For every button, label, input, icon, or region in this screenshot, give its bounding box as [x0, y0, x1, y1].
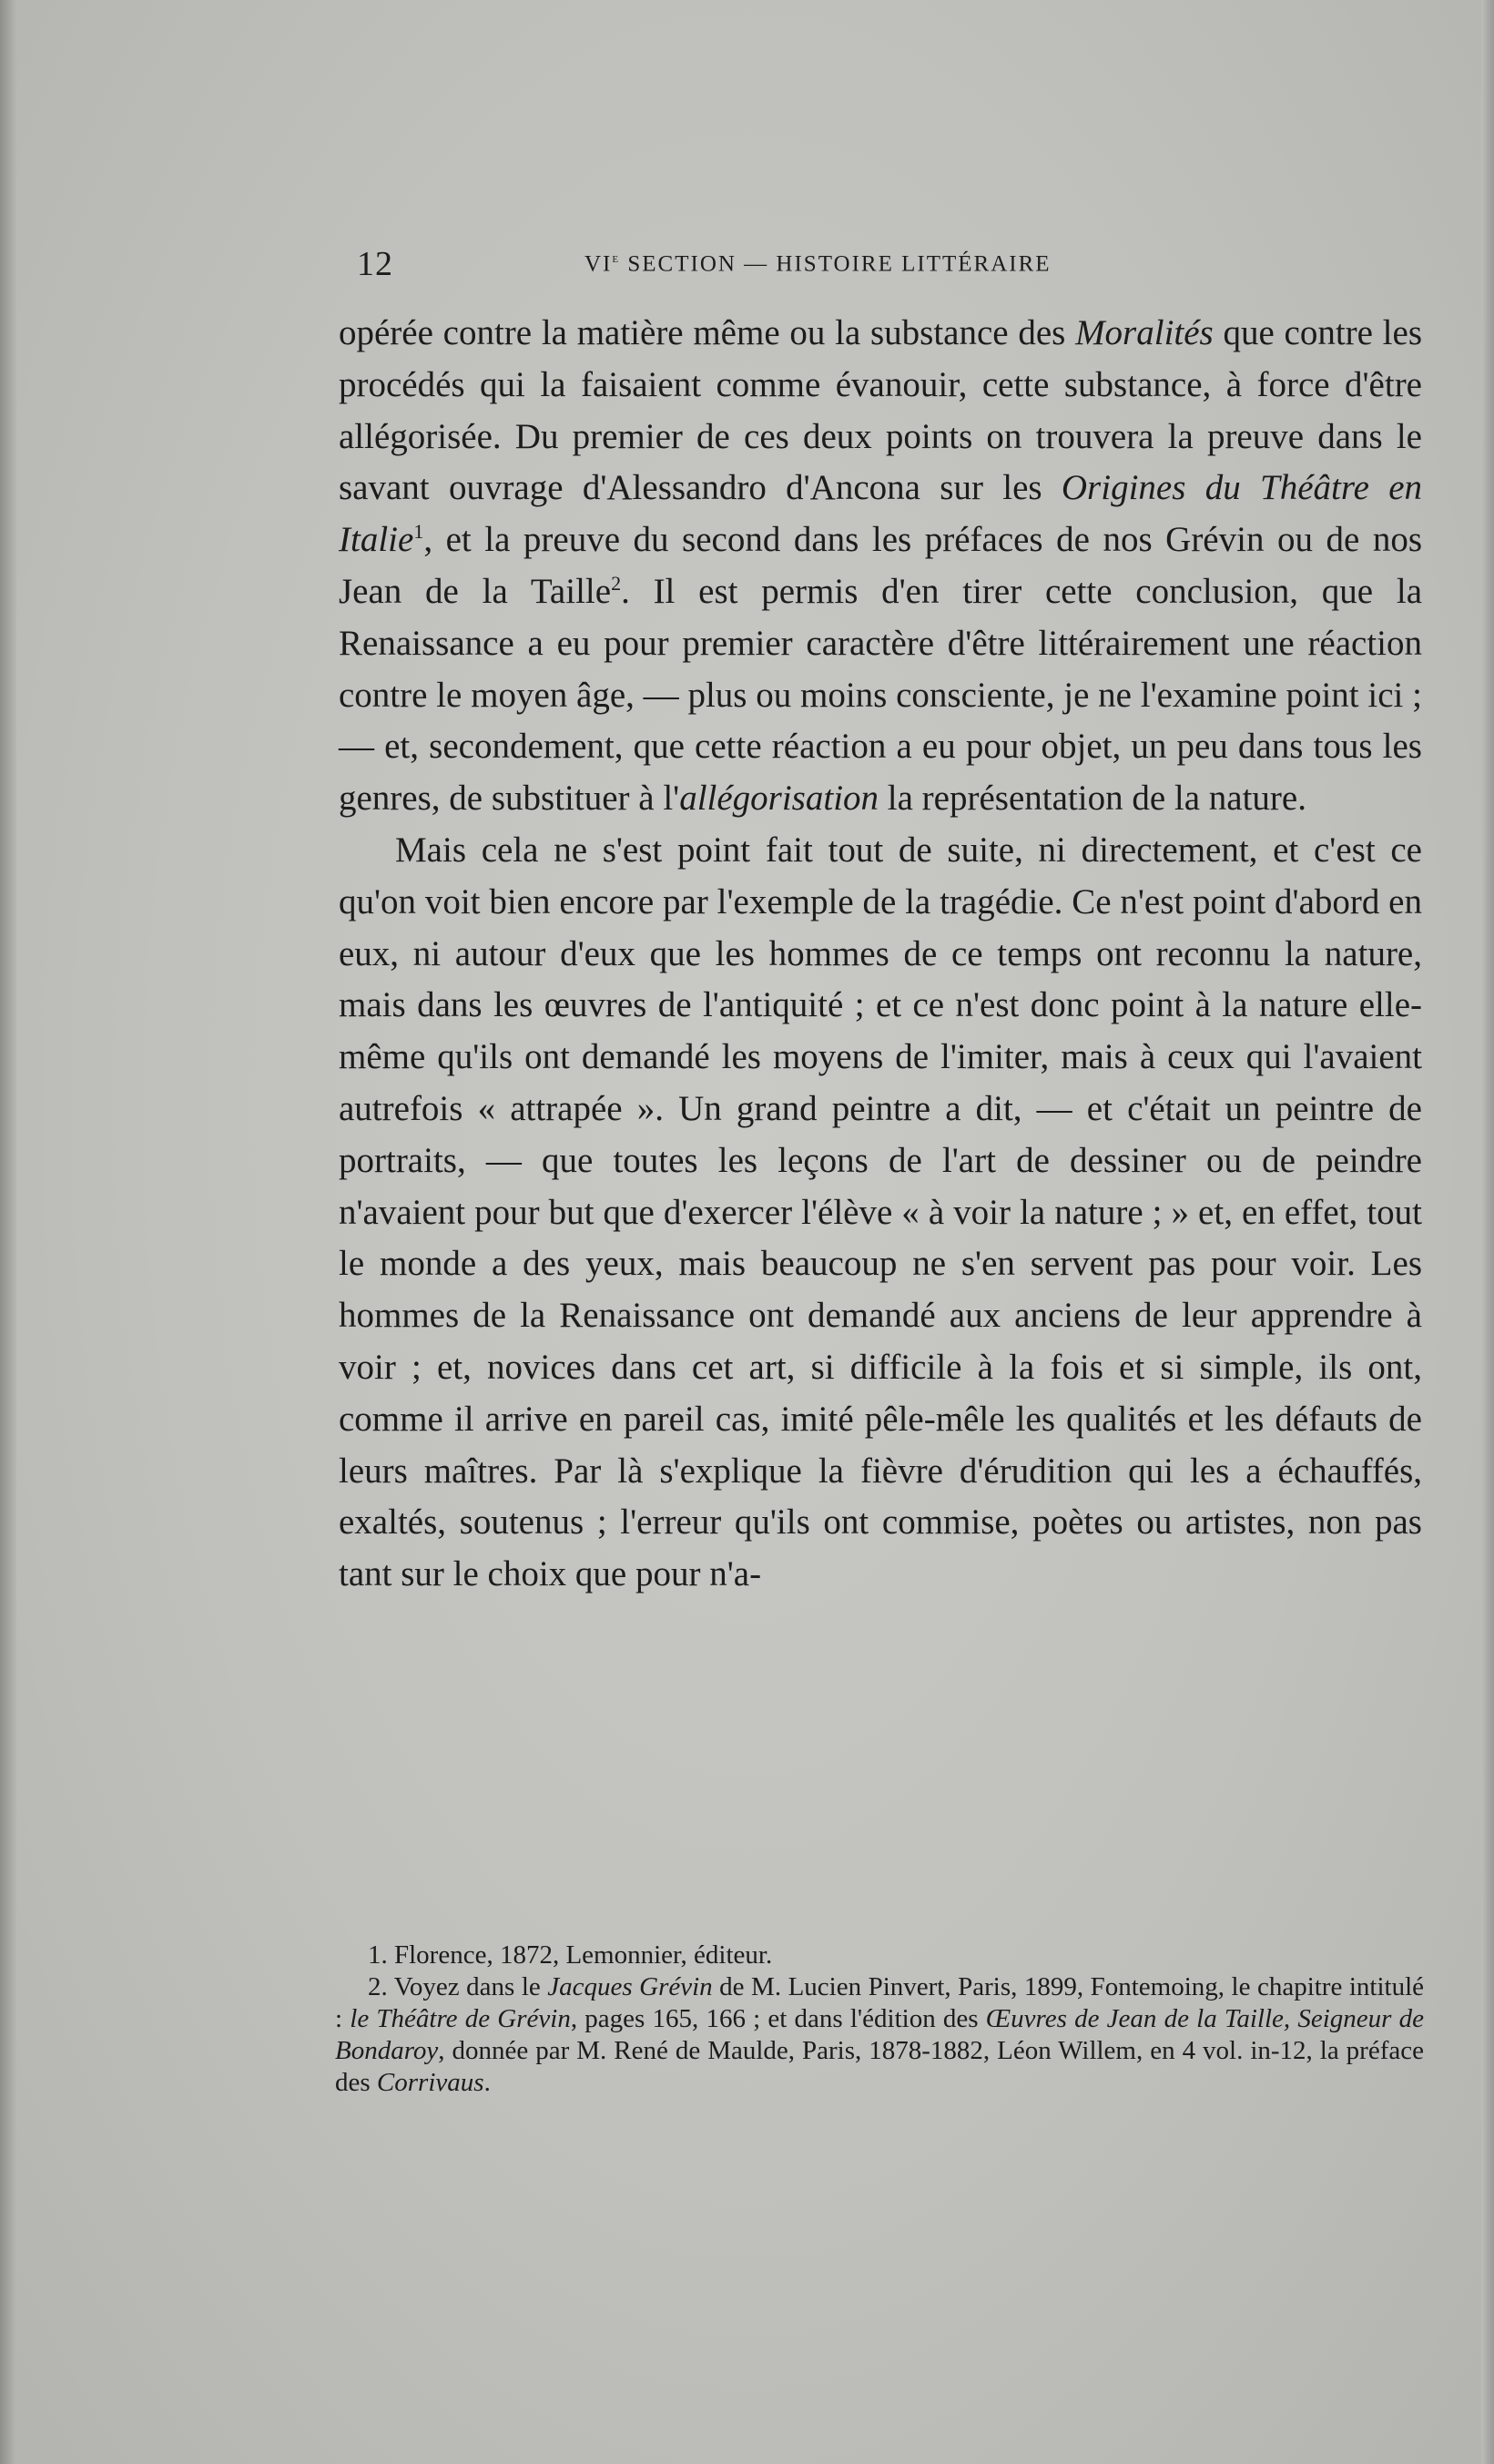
fn2-italic-jacques-grevin: Jacques Grévin [547, 1972, 713, 2001]
p1-text-1: opérée contre la matière même ou la substance des [339, 313, 1076, 352]
fn2-italic-oeuvres: Œuvres de Jean de la Taille, Seigneur de Bondaroy [335, 2004, 1425, 2065]
section-title [584, 251, 1052, 277]
paragraph-2: Mais cela ne s'est point fait tout de suite, ni directement, et c'est ce qu'on voit bien encore par l'exemple de la tragédie. Ce n'est point d'abord en eux, ni autour d'eux que les hommes de ce temps ont reconnu la nature, mais dans les œuvres de l'antiquité ; et ce n'est donc point à la nature elle-même qu'ils ont demandé les moyens de l'imiter, mais à ceux qui l'avaient autrefois « attrapée ». Un grand peintre a dit, — et c'était un peintre de portraits, — que toutes les leçons de l'art de dessiner ou de peindre n'avaient pour but que d'exercer l'élève « à voir la nature ; » et, en effet, tout le monde a des yeux, mais beaucoup ne s'en servent pas pour voir. Les hommes de la Renaissance ont demandé aux anciens de leur apprendre à voir ; et, novices dans cet art, si difficile à la fois et si simple, ils ont, comme il arrive en pareil cas, imité pêle-mêle les qualités et les défauts de leurs maîtres. Par là s'explique la fièvre d'érudition qui les a échauffés, exaltés, soutenus ; l'erreur qu'ils ont commise, poètes ou artistes, non pas tant sur le choix que pour n'a- [339, 830, 1422, 1594]
fn2-italic-corrivaus: Corrivaus [376, 2068, 484, 2097]
footnote-ref-1: 1 [413, 520, 424, 544]
page-right-edge [1481, 0, 1494, 2464]
p1-text-2: que contre les procédés qui la faisaient comme évanouir, cette substance, à force d'être allégorisée. Du premier de ces deux points on trouvera la preuve dans le savant ouvrage d'Alessandro d'Ancona sur les [339, 313, 1423, 508]
page-left-edge [0, 0, 16, 2464]
running-head [357, 244, 1431, 290]
footnotes [335, 1940, 1424, 2099]
page-number: 12 [357, 245, 393, 283]
p1-italic-moralites: Moralités [1075, 313, 1214, 352]
p1-text-4: . Il est permis d'en tirer cette conclusion, que la Renaissance a eu pour premier caractère d'être littérairement une réaction contre le moyen âge, — plus ou moins consciente, je ne l'examine point ici ; — et, secondement, que cette réaction a eu pour objet, un peu dans tous les genres, de substituer à l' [339, 571, 1423, 819]
p1-italic-origines: Origines du Théâtre en Italie [339, 468, 1423, 560]
p1-text-5: la représentation de la nature. [879, 779, 1306, 819]
fn2-italic-theatre: le Théâtre de Grévin [350, 2004, 571, 2033]
section-superscript: e [612, 251, 621, 266]
fn2-text-b: de M. Lucien Pinvert, Paris, 1899, Fontemoing, le chapitre intitulé : [335, 1972, 1424, 2033]
section-rest: SECTION — HISTOIRE LITTÉRAIRE [620, 251, 1052, 277]
body-text [339, 308, 1422, 1601]
footnote-2 [335, 1971, 1424, 2099]
fn2-text-e: . [483, 2068, 491, 2097]
footnote-ref-2: 2 [611, 571, 622, 595]
p1-italic-allegorisation: allégorisation [679, 779, 879, 819]
paragraph-1 [339, 308, 1422, 825]
fn2-text-c: , pages 165, 166 ; et dans l'édition des [570, 2004, 986, 2033]
p1-text-3: , et la preuve du second dans les préfaces de nos Grévin ou de nos Jean de la Taille [339, 520, 1422, 611]
footnote-1: 1. Florence, 1872, Lemonnier, éditeur. [368, 1940, 773, 1970]
fn2-text-d: , donnée par M. René de Maulde, Paris, 1878-1882, Léon Willem, en 4 vol. in-12, la préface des [335, 2036, 1424, 2097]
fn2-text-a: 2. Voyez dans le [368, 1972, 548, 2001]
section-prefix: VI [584, 251, 613, 277]
